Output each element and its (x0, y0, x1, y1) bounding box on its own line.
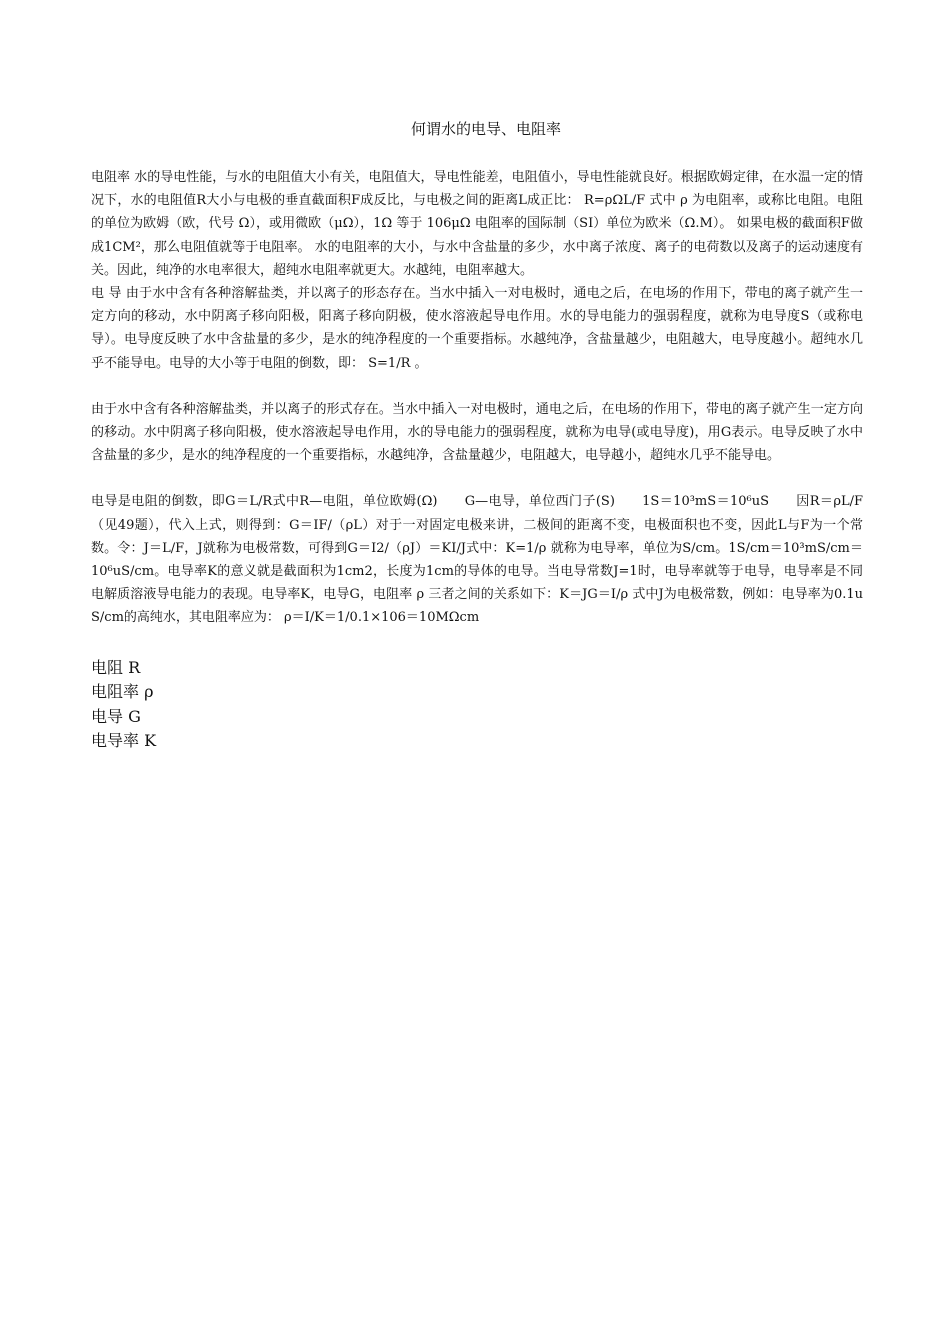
term-resistance: 电阻 R (91, 657, 141, 677)
document-title: 何谓水的电导、电阻率 (410, 120, 561, 138)
terms-list (91, 656, 863, 754)
document-page (91, 118, 863, 754)
term-conductivity: 电导率 K (91, 731, 157, 751)
paragraph-spacer (91, 375, 863, 398)
paragraph-resistivity: 电阻率 水的导电性能，与水的电阻值大小有关，电阻值大，导电性能差，电阻值小，导电性能就良好。根据欧姆定律，在水温一定的情况下，水的电阻值R大小与电极的垂直截面积F成反比，与电极之间的距离L成正比： R=ρΩL/F 式中 ρ 为电阻率，或称比电阻。电阻的单位为欧姆（欧，代号 Ω），或用微欧（μΩ），1Ω 等于 106μΩ 电阻率的国际制（SI）单位为欧米（Ω.M）。 如果电极的截面积F做成1CM²，那么电阻值就等于电阻率。 水的电阻率的大小，与水中含盐量的多少，水中离子浓度、离子的电荷数以及离子的运动速度有关。因此，纯净的水电率很大，超纯水电阻率就更大。水越纯，电阻率越大。 (91, 170, 863, 278)
term-conductance: 电导 G (91, 706, 141, 726)
paragraph-ion-conduction: 由于水中含有各种溶解盐类，并以离子的形式存在。当水中插入一对电极时，通电之后，在电场的作用下，带电的离子就产生一定方向的移动。水中阴离子移向阳极，使水溶液起导电作用，水的导电能力的强弱程度，就称为电导(或电导度)，用G表示。电导反映了水中含盐量的多少，是水的纯净程度的一个重要指标，水越纯净，含盐量越少，电阻越大，电导越小，超纯水几乎不能导电。 (91, 401, 863, 464)
term-resistivity: 电阻率 ρ (91, 682, 154, 702)
paragraph-conductivity-formula: 电导是电阻的倒数，即G＝L/R式中R—电阻，单位欧姆(Ω) G—电导，单位西门子(S) 1S＝10³mS＝10⁶uS 因R＝ρL/F（见49题），代入上式，则得到：G＝IF/（ρL）对于一对固定电极来讲，二极间的距离不变，电极面积也不变，因此L与F为一个常数。令：J＝L/F，J就称为电极常数，可得到G＝I2/（ρJ）＝KI/J式中：K=1/ρ 就称为电导率，单位为S/cm。1S/cm＝10³mS/cm＝10⁶uS/cm。电导率K的意义就是截面积为1cm2，长度为1cm的导体的电导。当电导常数J=1时，电导率就等于电导，电导率是不同电解质溶液导电能力的表现。电导率K，电导G，电阻率 ρ 三者之间的关系如下：K＝JG＝I/ρ 式中J为电极常数，例如：电导率为0.1uS/cm的高纯水，其电阻率应为： ρ＝I/K＝1/0.1×106＝10MΩcm (91, 494, 863, 626)
paragraph-conductance: 电 导 由于水中含有各种溶解盐类，并以离子的形态存在。当水中插入一对电极时，通电之后，在电场的作用下，带电的离子就产生一定方向的移动，水中阴离子移向阳极，阳离子移向阴极，使水溶液起导电作用。水的导电能力的强弱程度，就称为电导度S（或称电导）。电导度反映了水中含盐量的多少，是水的纯净程度的一个重要指标。水越纯净，含盐量越少，电阻越大，电导度越小。超纯水几乎不能导电。电导的大小等于电阻的倒数，即： S=1/R 。 (91, 286, 863, 371)
paragraph-spacer (91, 467, 863, 490)
